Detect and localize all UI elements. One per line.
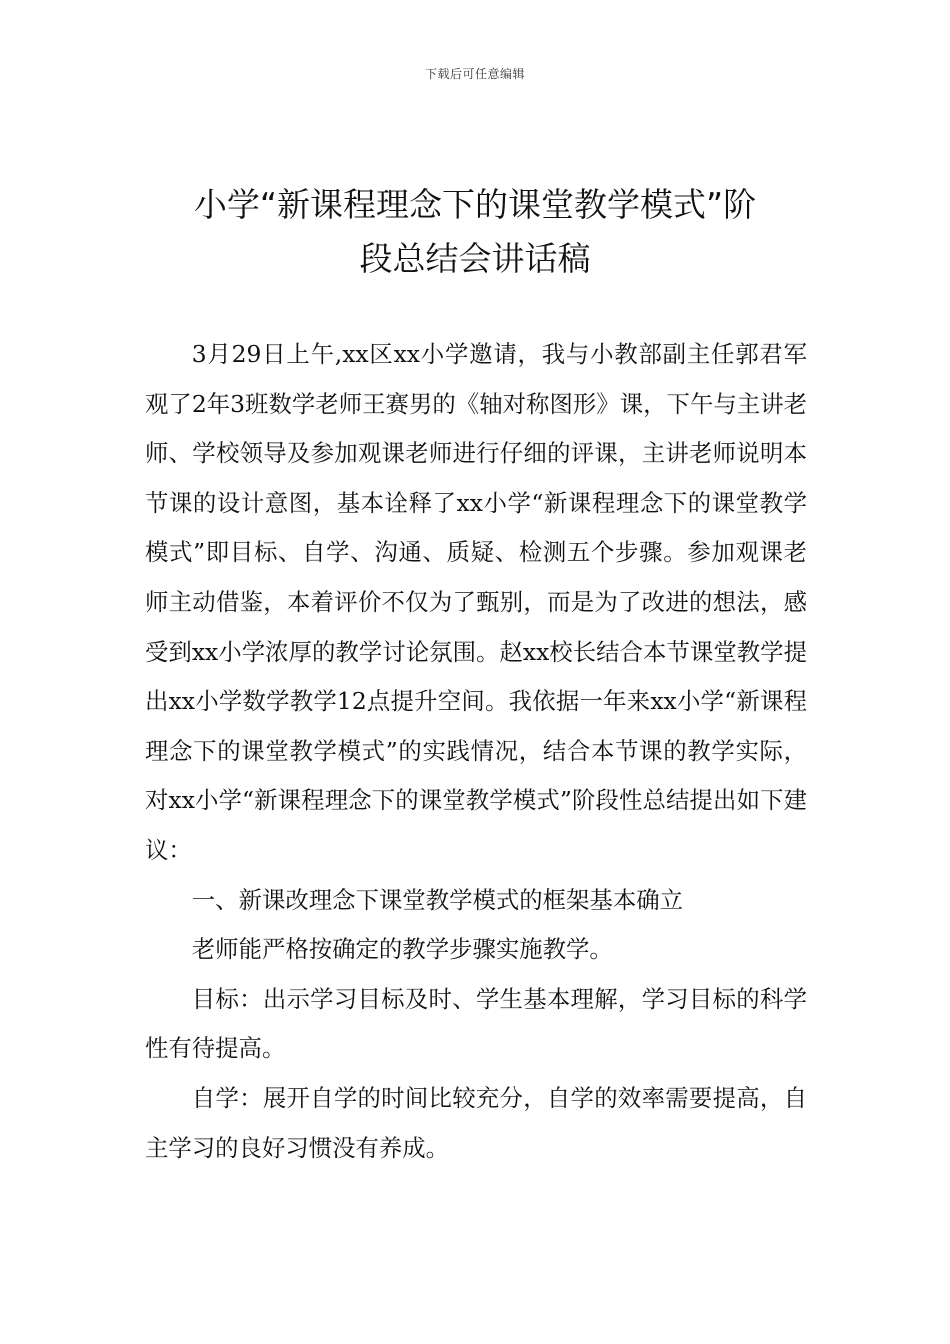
- document-body: [145, 330, 807, 1173]
- document-title: [145, 178, 805, 286]
- body-paragraph-3: 目标：出示学习目标及时、学生基本理解，学习目标的科学性有待提高。: [145, 984, 807, 1063]
- body-paragraph-intro: 3月29日上午,xx区xx小学邀请，我与小教部副主任郭君军观了2年3班数学老师王赛男的《轴对称图形》课，下午与主讲老师、学校领导及参加观课老师进行仔细的评课，主讲老师说明本节课的设计意图，基本诠释了xx小学“新课程理念下的课堂教学模式”即目标、自学、沟通、质疑、检测五个步骤。参加观课老师主动借鉴，本着评价不仅为了甄别，而是为了改进的想法，感受到xx小学浓厚的教学讨论氛围。赵xx校长结合本节课堂教学提出xx小学数学教学12点提升空间。我依据一年来xx小学“新课程理念下的课堂教学模式”的实践情况，结合本节课的教学实际，对xx小学“新课程理念下的课堂教学模式”阶段性总结提出如下建议：: [145, 340, 807, 864]
- title-line-2: 段总结会讲话稿: [359, 239, 591, 278]
- header-note: 下载后可任意编辑: [424, 67, 525, 81]
- body-paragraph-2: 老师能严格按确定的教学步骤实施教学。: [191, 935, 613, 964]
- section-heading-1: 一、新课改理念下课堂教学模式的框架基本确立: [191, 885, 683, 914]
- title-line-1: 小学“新课程理念下的课堂教学模式”阶: [193, 185, 757, 224]
- body-paragraph-4: 自学：展开自学的时间比较充分，自学的效率需要提高，自主学习的良好习惯没有养成。: [145, 1083, 807, 1162]
